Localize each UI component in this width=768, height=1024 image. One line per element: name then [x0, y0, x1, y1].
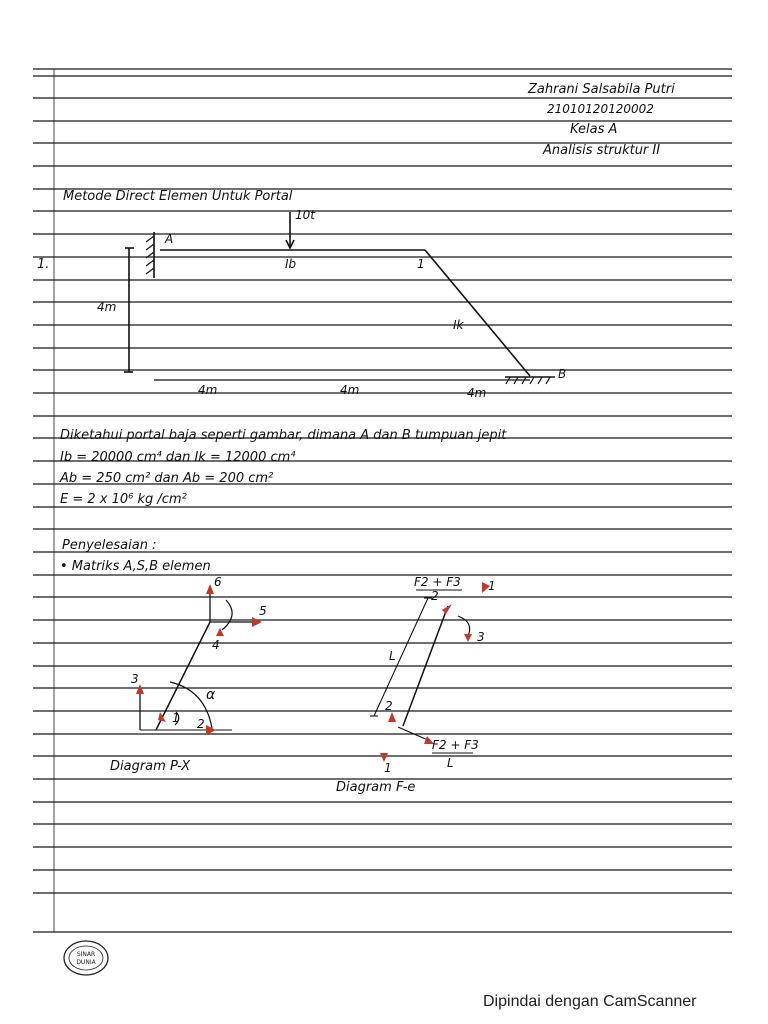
fe-force-top: F2 + F3 [414, 575, 461, 589]
load-value: 10t [295, 208, 315, 222]
given-inertia: Ib = 20000 cm⁴ dan Ik = 12000 cm⁴ [60, 450, 296, 465]
fe-label-top-2: 2 [431, 589, 439, 603]
px-dof-1: 1 [172, 711, 180, 725]
px-arrow-5 [252, 617, 262, 627]
solution-bullet: • Matriks A,S,B elemen [60, 559, 211, 574]
fe-arrow-top-3 [464, 634, 472, 642]
px-dof-2: 2 [197, 717, 205, 731]
px-dof-arrows [136, 584, 262, 735]
node-a-label: A [165, 232, 174, 246]
given-intro: Diketahui portal baja seperti gambar, dimana A dan B tumpuan jepit [60, 428, 507, 443]
given-area: Ab = 250 cm² dan Ab = 200 cm² [60, 471, 274, 486]
px-dof-5: 5 [259, 604, 267, 618]
fe-arrow-bottom-2 [388, 712, 396, 722]
fe-label-bottom-2: 2 [385, 699, 393, 713]
fe-force-bottom: F2 + F3 [432, 738, 479, 752]
portal-frame [124, 212, 555, 384]
given-modulus: E = 2 x 10⁶ kg /cm² [60, 492, 187, 507]
fe-label-top-1: 1 [488, 579, 496, 593]
svg-text:SINAR: SINAR [76, 951, 96, 958]
column-inertia-label: Ik [453, 318, 464, 332]
node-1-label: 1 [417, 257, 425, 271]
course-label: Analisis struktur II [543, 143, 661, 158]
px-dof-6: 6 [214, 575, 222, 589]
px-caption: Diagram P-X [110, 759, 191, 774]
span-label-1: 4m [198, 383, 218, 397]
fe-caption: Diagram F-e [336, 780, 416, 795]
px-arrow-6 [206, 584, 214, 594]
svg-text:DUNIA: DUNIA [76, 959, 96, 966]
px-dof-3: 3 [131, 672, 139, 686]
node-b-label: B [558, 367, 567, 381]
px-dof-4: 4 [212, 638, 220, 652]
notebook-logo [64, 941, 108, 975]
student-name: Zahrani Salsabila Putri [528, 82, 675, 97]
px-angle: α [206, 687, 216, 703]
scanner-watermark: Dipindai dengan CamScanner [483, 993, 697, 1010]
support-a-hatch [146, 236, 154, 274]
fe-label-bottom-1: 1 [384, 761, 392, 775]
fe-length-label: L [389, 649, 396, 663]
inclined-column [425, 250, 530, 376]
beam-inertia-label: Ib [285, 257, 297, 271]
problem-number: 1. [37, 257, 50, 272]
solution-heading: Penyelesaian : [62, 538, 157, 553]
page-title: Metode Direct Elemen Untuk Portal [63, 189, 293, 204]
px-member [156, 622, 210, 730]
fe-force-arrows [380, 582, 490, 762]
student-id: 21010120120002 [547, 102, 654, 116]
class-label: Kelas A [570, 122, 618, 137]
fe-length-line [374, 598, 428, 716]
fe-denominator: L [447, 756, 454, 770]
span-label-3: 4m [467, 386, 487, 400]
fe-label-top-3: 3 [477, 630, 485, 644]
height-label: 4m [97, 300, 117, 314]
diagram-px [140, 588, 256, 730]
span-label-2: 4m [340, 383, 360, 397]
fe-arrow-top-2 [442, 604, 452, 614]
diagram-fe [370, 590, 473, 753]
